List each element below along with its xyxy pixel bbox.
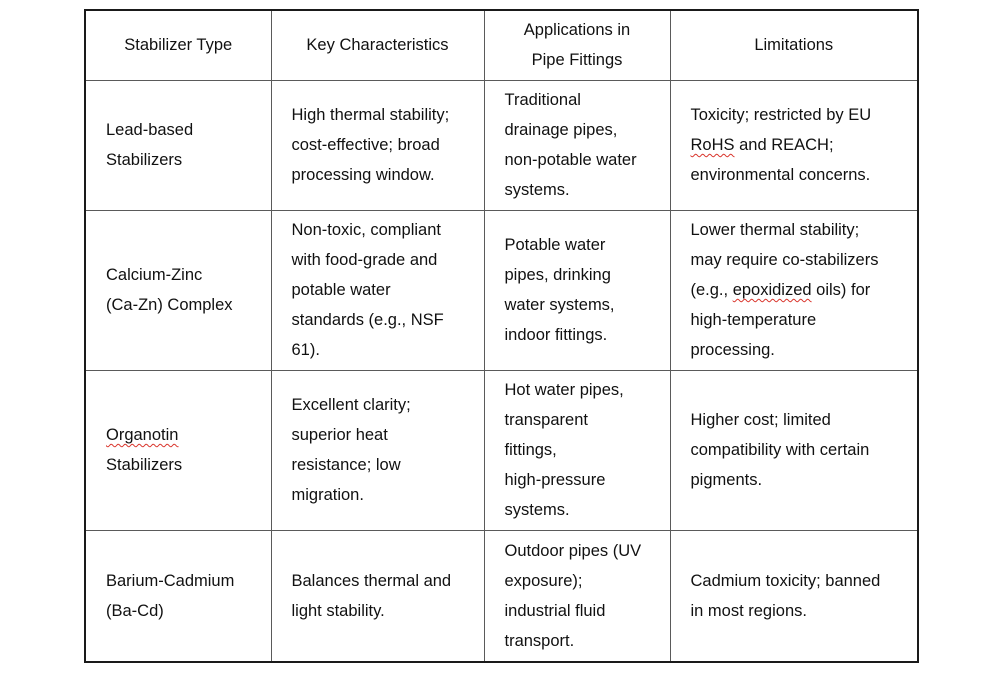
spellcheck-line: RoHS and REACH;: [690, 136, 834, 154]
cell-stabilizer-type: Barium-Cadmium (Ba-Cd): [85, 530, 271, 662]
cell-stabilizer-type: Lead-based Stabilizers: [85, 80, 271, 210]
table-row: [85, 530, 918, 662]
cell-key-characteristics: Non-toxic, compliant with food-grade and potable water standards (e.g., NSF 61).: [271, 210, 484, 370]
spellcheck-underline: Organotin: [106, 426, 179, 444]
table-row: [85, 210, 918, 370]
cell-applications: Hot water pipes, transparent fittings, high-pressure systems.: [484, 370, 670, 530]
cell-applications: Traditional drainage pipes, non-potable water systems.: [484, 80, 670, 210]
header-key-characteristics: Key Characteristics: [271, 10, 484, 80]
table-header-row: [85, 10, 918, 80]
cell-applications: Outdoor pipes (UV exposure); industrial fluid transport.: [484, 530, 670, 662]
table-row: [85, 370, 918, 530]
spellcheck-underline: RoHS: [690, 136, 735, 154]
cell-limitations: Lower thermal stability; may require co-stabilizers (e.g., epoxidized oils) for high-temperature processing.: [670, 210, 918, 370]
cell-key-characteristics: Excellent clarity; superior heat resistance; low migration.: [271, 370, 484, 530]
cell-limitations: Cadmium toxicity; banned in most regions.: [670, 530, 918, 662]
cell-limitations: Toxicity; restricted by EU RoHS and REACH; environmental concerns.: [670, 80, 918, 210]
header-applications: Applications in Pipe Fittings: [484, 10, 670, 80]
header-stabilizer-type: Stabilizer Type: [85, 10, 271, 80]
header-limitations: Limitations: [670, 10, 918, 80]
cell-stabilizer-type: Organotin Stabilizers: [85, 370, 271, 530]
cell-stabilizer-type: Calcium-Zinc (Ca-Zn) Complex: [85, 210, 271, 370]
cell-key-characteristics: High thermal stability; cost-effective; broad processing window.: [271, 80, 484, 210]
cell-applications: Potable water pipes, drinking water systems, indoor fittings.: [484, 210, 670, 370]
cell-limitations: Higher cost; limited compatibility with certain pigments.: [670, 370, 918, 530]
spellcheck-underline: epoxidized: [732, 281, 812, 299]
cell-key-characteristics: Balances thermal and light stability.: [271, 530, 484, 662]
spellcheck-line: [106, 420, 261, 450]
spellcheck-line: (e.g., epoxidized oils) for: [690, 281, 871, 299]
table-row: [85, 80, 918, 210]
stabilizer-comparison-table: [84, 9, 919, 663]
